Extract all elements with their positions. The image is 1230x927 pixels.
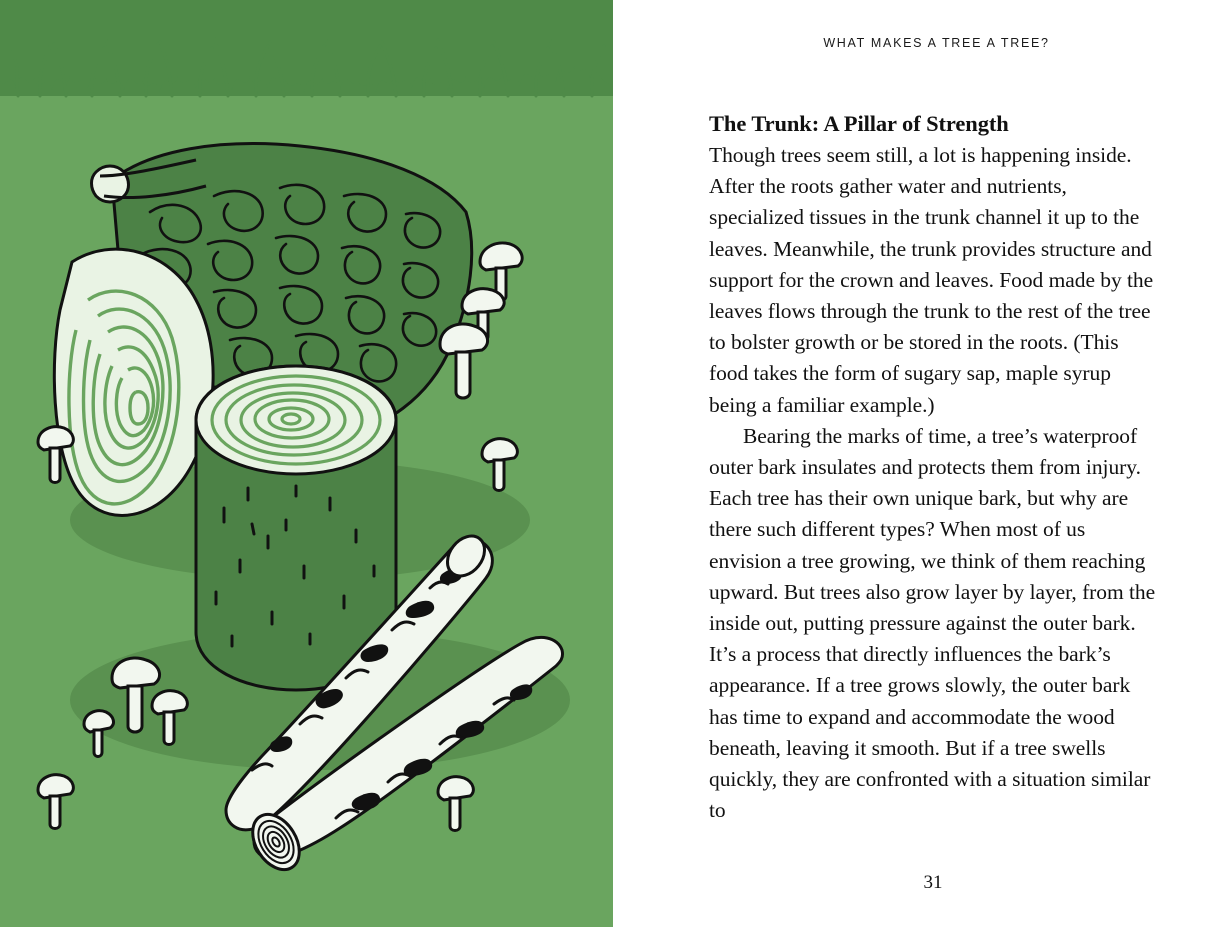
running-head: WHAT MAKES A TREE A TREE?: [823, 36, 1050, 50]
page-number: 31: [923, 872, 943, 893]
grass-silhouette-band: [0, 0, 613, 96]
tree-log-illustration: [0, 0, 613, 927]
text-page: [613, 0, 1230, 927]
illustration-page: [0, 0, 613, 927]
text-column: [709, 108, 1157, 826]
body-paragraph-2: Bearing the marks of time, a tree’s waterproof outer bark insulates and protects them from injury. Each tree has their own unique bark, but why are there such different types? When most of us envision a tree growing, we think of them reaching upward. But trees also grow layer by layer, from the inside out, putting pressure against the outer bark. It’s a process that directly influences the bark’s appearance. If a tree grows slowly, the outer bark has time to expand and accommodate the wood beneath, leaving it smooth. But if a tree swells quickly, they are confronted with a situation similar to: [709, 423, 1156, 823]
body-paragraph-1: Though trees seem still, a lot is happening inside. After the roots gather water and nutrients, specialized tissues in the trunk channel it up to the leaves. Meanwhile, the trunk provides structure and support for the crown and leaves. Food made by the leaves flows through the trunk to the rest of the tree to bolster growth or be stored in the roots. (This food takes the form of sugary sap, maple syrup being a familiar example.): [709, 143, 1154, 417]
section-heading: The Trunk: A Pillar of Strength: [709, 111, 1009, 136]
